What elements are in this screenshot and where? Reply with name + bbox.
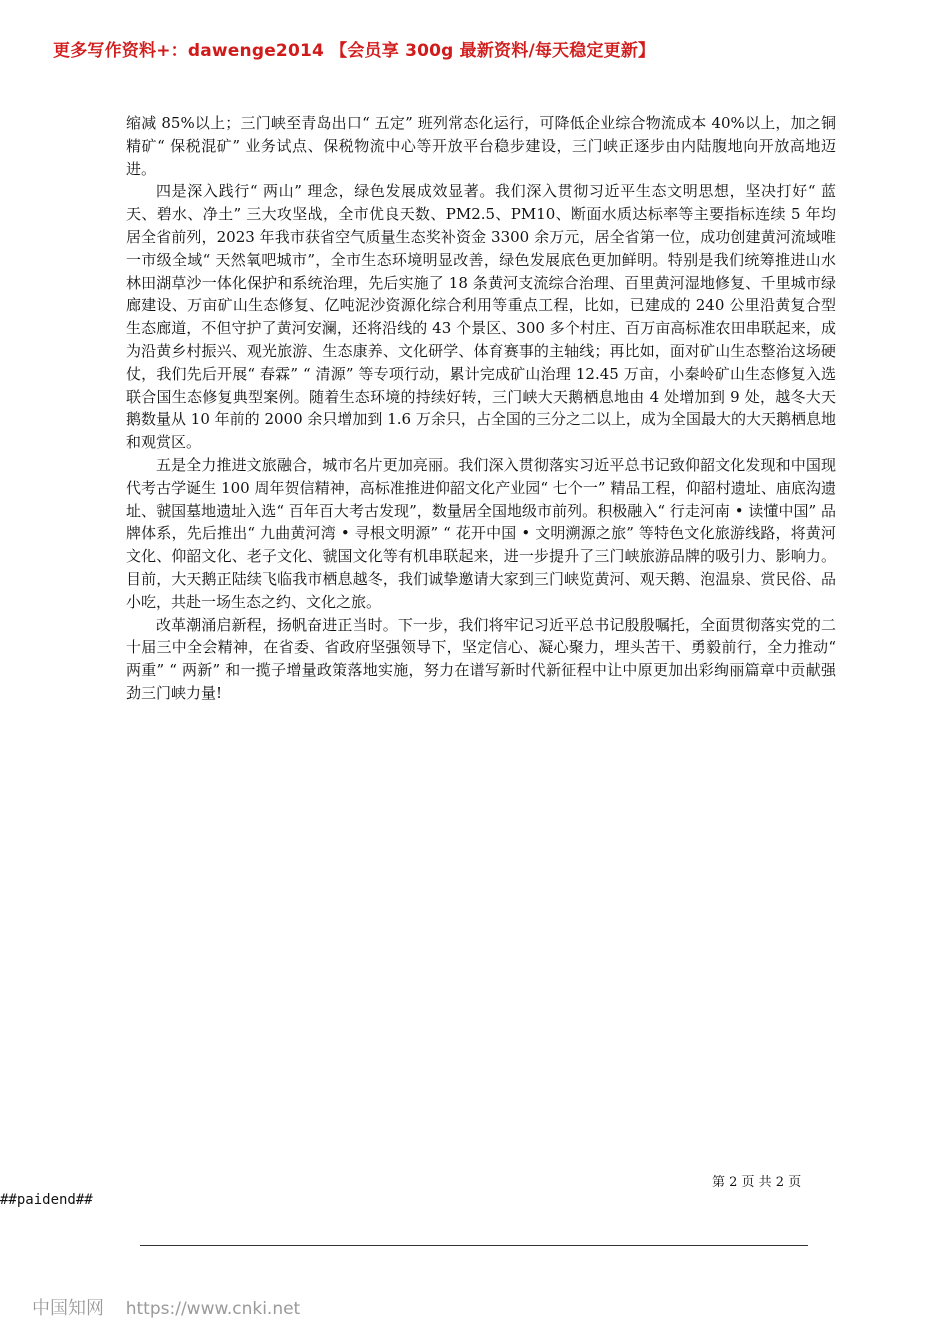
paragraph-culture-tourism: 五是全力推进文旅融合，城市名片更加亮丽。我们深入贯彻落实习近平总书记致仰韶文化发现和中国现代考古学诞生 100 周年贺信精神，高标准推进仰韶文化产业园“ 七个一” 精品工程，仰韶村遗址、庙底沟遗址、虢国墓地遗址入选“ 百年百大考古发现”，数量居全国地级市前列。积极融入“ 行走河南 • 读懂中国” 品牌体系，先后推出“ 九曲黄河湾 • 寻根文明源” “ 花开中国 • 文明溯源之旅” 等特色文化旅游线路，将黄河文化、仰韶文化、老子文化、虢国文化等有机串联起来，进一步提升了三门峡旅游品牌的吸引力、影响力。目前，大天鹅正陆续飞临我市栖息越冬，我们诚挚邀请大家到三门峡览黄河、观天鹅、泡温泉、赏民俗、品小吃，共赴一场生态之约、文化之旅。 xyxy=(126,455,836,611)
document-body xyxy=(126,112,836,705)
page-number: 第 2 页 共 2 页 xyxy=(712,1175,802,1190)
watermark-url: https://www.cnki.net xyxy=(125,1299,301,1319)
paragraph-conclusion: 改革潮涌启新程，扬帆奋进正当时。下一步，我们将牢记习近平总书记殷殷嘱托，全面贯彻落实党的二十届三中全会精神，在省委、省政府坚强领导下，坚定信心、凝心聚力，埋头苦干、勇毅前行，全力推动“ 两重” “ 两新” 和一揽子增量政策落地实施，努力在谱写新时代新征程中让中原更加出彩绚丽篇章中贡献强劲三门峡力量! xyxy=(126,615,836,702)
footer-divider xyxy=(140,1245,808,1246)
paid-end-marker: ##paidend## xyxy=(0,1192,93,1208)
watermark xyxy=(32,1294,300,1320)
paragraph-ecology: 四是深入践行“ 两山” 理念，绿色发展成效显著。我们深入贯彻习近平生态文明思想，坚决打好“ 蓝天、碧水、净土” 三大攻坚战，全市优良天数、PM2.5、PM10、断面水质达标率等主要指标连续 5 年均居全省前列，2023 年我市获省空气质量生态奖补资金 3300 余万元，居全省第一位，成功创建黄河流域唯一市级全域“ 天然氧吧城市”，全市生态环境明显改善，绿色发展底色更加鲜明。特别是我们统筹推进山水林田湖草沙一体化保护和系统治理，先后实施了 18 条黄河支流综合治理、百里黄河湿地修复、千里城市绿廊建设、万亩矿山生态修复、亿吨泥沙资源化综合利用等重点工程，比如，已建成的 240 公里沿黄复合型生态廊道，不但守护了黄河安澜，还将沿线的 43 个景区、300 多个村庄、百万亩高标准农田串联起来，成为沿黄乡村振兴、观光旅游、生态康养、文化研学、体育赛事的主轴线；再比如，面对矿山生态整治这场硬仗，我们先后开展“ 春霖” “ 清源” 等专项行动，累计完成矿山治理 12.45 万亩，小秦岭矿山生态修复入选联合国生态修复典型案例。随着生态环境的持续好转，三门峡大天鹅栖息地由 4 处增加到 9 处，越冬大天鹅数量从 10 年前的 2000 余只增加到 1.6 万余只，占全国的三分之二以上，成为全国最大的大天鹅栖息地和观赏区。 xyxy=(126,182,836,452)
promo-banner: 更多写作资料+：dawenge2014 【会员享 300g 最新资料/每天稳定更新】 xyxy=(53,41,656,61)
paragraph-continuation: 缩减 85%以上；三门峡至青岛出口“ 五定” 班列常态化运行，可降低企业综合物流成本 40%以上，加之铜精矿“ 保税混矿” 业务试点、保税物流中心等开放平台稳步建设，三门峡正逐步由内陆腹地向开放高地迈进。 xyxy=(126,114,836,178)
watermark-name: 中国知网 xyxy=(32,1298,104,1319)
